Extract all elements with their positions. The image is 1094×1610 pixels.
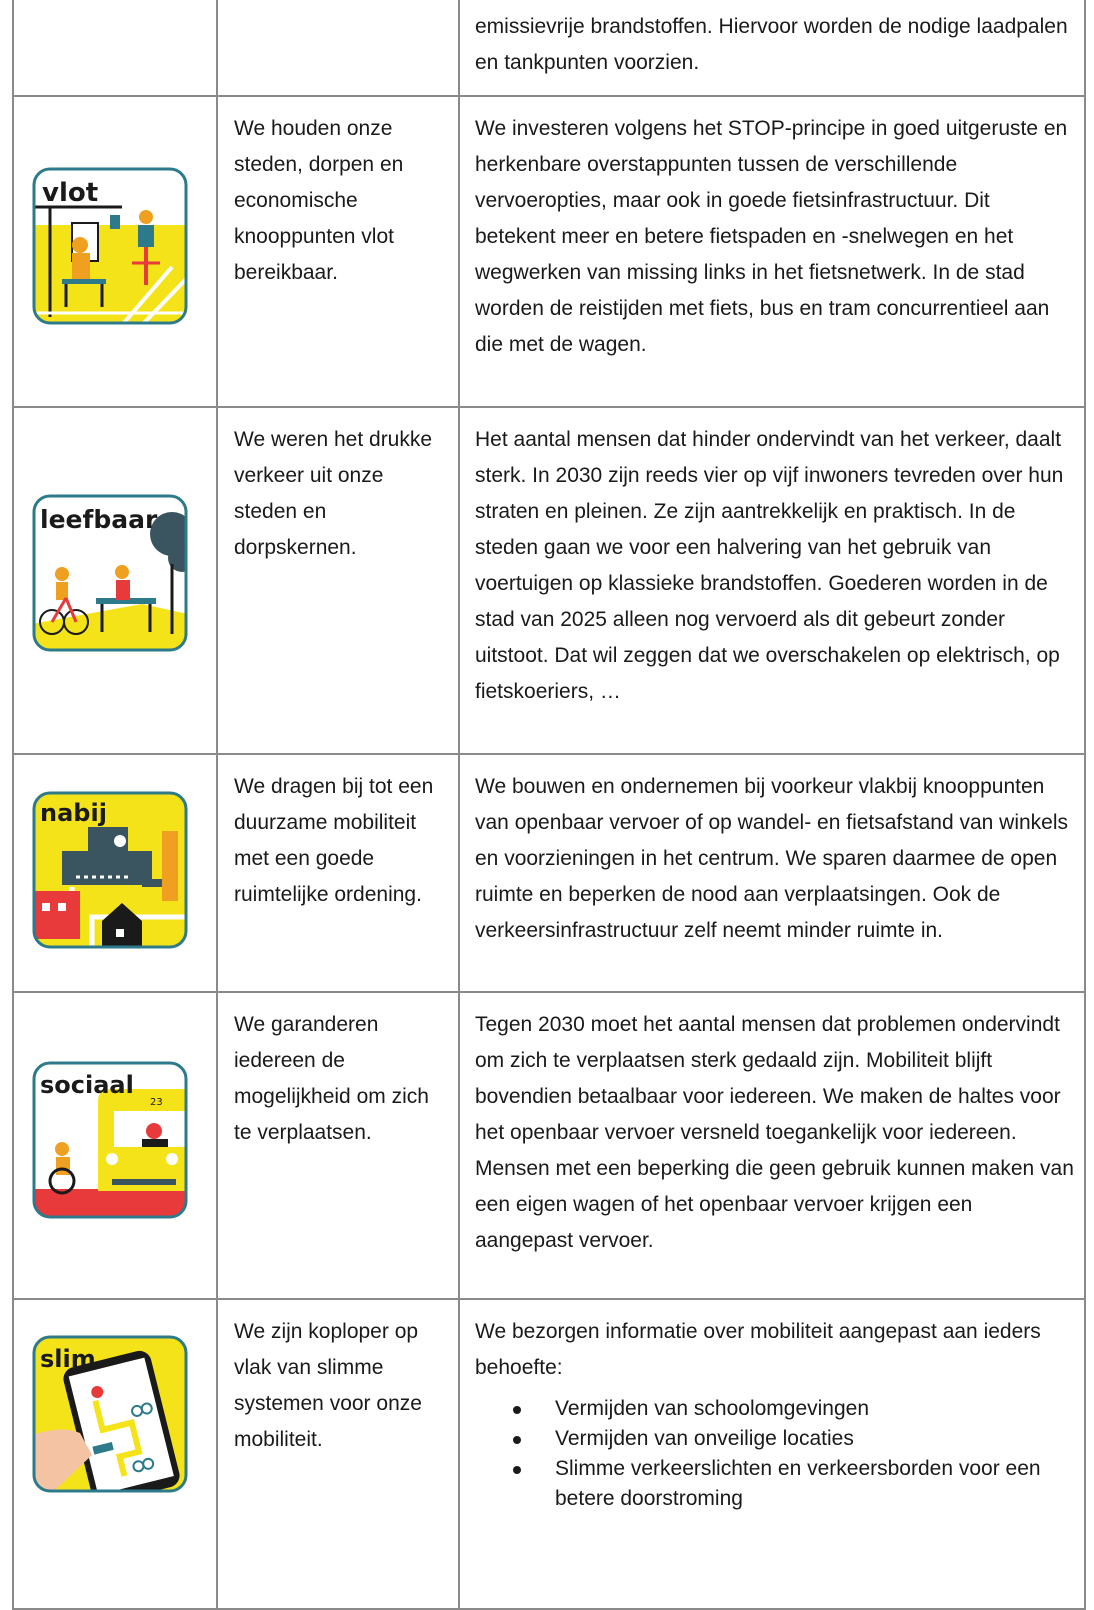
table-row (13, 96, 1085, 407)
svg-text:vlot: vlot (42, 178, 99, 208)
table-row (13, 0, 1085, 96)
vlot-icon (32, 167, 188, 325)
list-item: Vermijden van schoolomgevingen (555, 1394, 1084, 1424)
leefbaar-icon (32, 494, 188, 652)
goal-cell (217, 754, 459, 992)
icon-cell (13, 0, 217, 96)
table-row (13, 407, 1085, 754)
goal-cell (217, 407, 459, 754)
svg-text:leefbaar: leefbaar (40, 505, 158, 534)
icon-cell (13, 754, 217, 992)
row-goal: We weren het drukke verkeer uit onze steden en dorpskernen. (234, 428, 433, 559)
row-goal: We dragen bij tot een duurzame mobiliteit met een goede ruimtelijke ordening. (234, 775, 434, 906)
goal-cell (217, 1299, 459, 1609)
description-cell (459, 754, 1085, 992)
mobility-goals-table (12, 0, 1086, 1610)
row-goal: We houden onze steden, dorpen en economische knooppunten vlot bereikbaar. (234, 117, 404, 284)
list-item: Slimme verkeerslichten en verkeersborden voor een betere doorstroming (555, 1454, 1084, 1514)
icon-cell (13, 407, 217, 754)
icon-cell (13, 992, 217, 1299)
row-goal: We garanderen iedereen de mogelijkheid om zich te verplaatsen. (234, 1013, 429, 1144)
svg-text:nabij: nabij (40, 799, 107, 827)
description-cell (459, 407, 1085, 754)
svg-text:23: 23 (150, 1097, 163, 1108)
list-item: Vermijden van onveilige locaties (555, 1424, 1084, 1454)
table-row (13, 992, 1085, 1299)
icon-cell (13, 96, 217, 407)
row-description: Het aantal mensen dat hinder ondervindt van het verkeer, daalt sterk. In 2030 zijn reeds vier op vijf inwoners tevreden over hun straten en pleinen. Ze zijn aantrekkelijk en praktisch. In de steden gaan we voor een halvering van het gebruik van voertuigen op klassieke brandstoffen. Goederen worden in de stad van 2025 alleen nog vervoerd als dit gebeurt zonder uitstoot. Dat wil zeggen dat we overschakelen op elektrisch, op fietskoeriers, … (475, 428, 1064, 703)
description-cell (459, 96, 1085, 407)
slim-icon (32, 1335, 188, 1493)
description-cell (459, 1299, 1085, 1609)
goal-cell (217, 0, 459, 96)
svg-text:sociaal: sociaal (40, 1071, 134, 1099)
row-description: Tegen 2030 moet het aantal mensen dat problemen ondervindt om zich te verplaatsen sterk gedaald zijn. Mobiliteit blijft bovendien betaalbaar voor iedereen. We maken de haltes voor het openbaar vervoer versneld toegankelijk voor iedereen. Mensen met een beperking die geen gebruik kunnen maken van een eigen wagen of het openbaar vervoer krijgen een aangepast vervoer. (475, 1013, 1074, 1252)
icon-cell (13, 1299, 217, 1609)
bullet-list (460, 1394, 1084, 1514)
nabij-icon (32, 791, 188, 949)
goal-cell (217, 992, 459, 1299)
description-cell (459, 992, 1085, 1299)
row-description: emissievrije brandstoffen. Hiervoor worden de nodige laadpalen en tankpunten voorzien. (475, 15, 1068, 74)
goal-cell (217, 96, 459, 407)
row-description: We bezorgen informatie over mobiliteit aangepast aan ieders behoefte: (475, 1320, 1041, 1379)
description-cell (459, 0, 1085, 96)
table-row (13, 754, 1085, 992)
table-row (13, 1299, 1085, 1609)
row-description: We bouwen en ondernemen bij voorkeur vlakbij knooppunten van openbaar vervoer of op wandel- en fietsafstand van winkels en voorzieningen in het centrum. We sparen daarmee de open ruimte en beperken de nood aan verplaatsingen. Ook de verkeersinfrastructuur zelf neemt minder ruimte in. (475, 775, 1069, 942)
row-goal: We zijn koploper op vlak van slimme systemen voor onze mobiliteit. (234, 1320, 422, 1451)
svg-text:slim: slim (40, 1345, 96, 1373)
row-description: We investeren volgens het STOP-principe in goed uitgeruste en herkenbare overstappunten tussen de verschillende vervoeropties, maar ook in goede fietsinfrastructuur. Dit betekent meer en betere fietspaden en -snelwegen en het wegwerken van missing links in het fietsnetwerk. In de stad worden de reistijden met fiets, bus en tram concurrentieel aan die met de wagen. (475, 117, 1068, 356)
sociaal-icon (32, 1061, 188, 1219)
